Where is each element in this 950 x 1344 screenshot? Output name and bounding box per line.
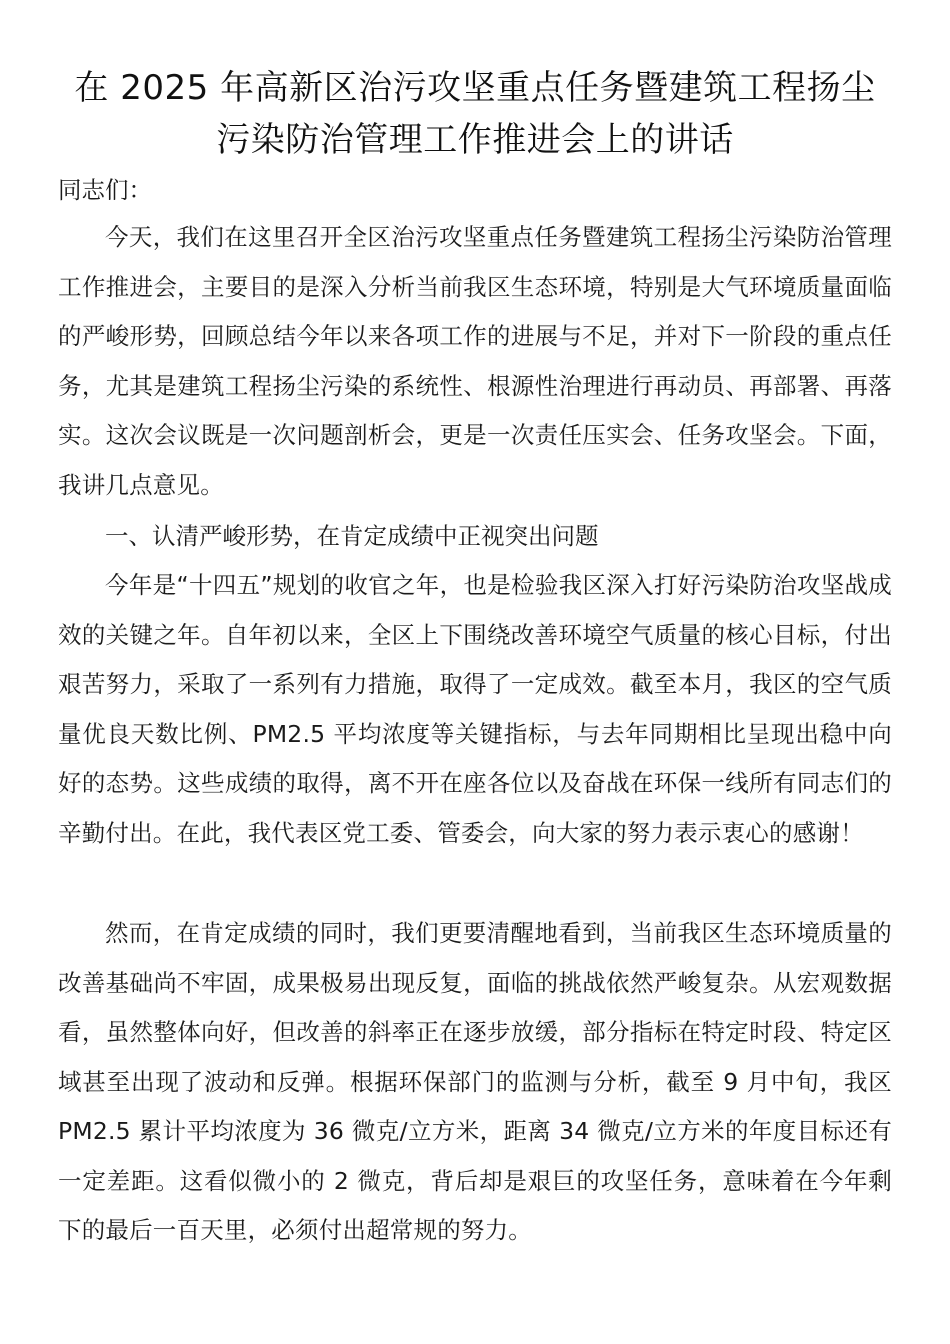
paragraph-opening: 今天，我们在这里召开全区治污攻坚重点任务暨建筑工程扬尘污染防治管理工作推进会，主要目的是深入分析当前我区生态环境，特别是大气环境质量面临的严峻形势，回顾总结今年以来各项工作的进展与不足，并对下一阶段的重点任务，尤其是建筑工程扬尘污染的系统性、根源性治理进行再动员、再部署、再落实。这次会议既是一次问题剖析会，更是一次责任压实会、任务攻坚会。下面，我讲几点意见。: [58, 223, 892, 499]
salutation: 同志们：: [58, 176, 152, 204]
paragraph-achievements: 今年是“十四五”规划的收官之年，也是检验我区深入打好污染防治攻坚战成效的关键之年。自年初以来，全区上下围绕改善环境空气质量的核心目标，付出艰苦努力，采取了一系列有力措施，取得了一定成效。截至本月，我区的空气质量优良天数比例、PM2.5 平均浓度等关键指标，与去年同期相比呈现出稳中向好的态势。这些成绩的取得，离不开在座各位以及奋战在环保一线所有同志们的辛勤付出。在此，我代表区党工委、管委会，向大家的努力表示衷心的感谢！: [58, 571, 892, 847]
section-heading-1: 一、认清严峻形势，在肯定成绩中正视突出问题: [105, 522, 599, 550]
paragraph-challenges: 然而，在肯定成绩的同时，我们更要清醒地看到，当前我区生态环境质量的改善基础尚不牢固，成果极易出现反复，面临的挑战依然严峻复杂。从宏观数据看，虽然整体向好，但改善的斜率正在逐步放缓，部分指标在特定时段、特定区域甚至出现了波动和反弹。根据环保部门的监测与分析，截至 9 月中旬，我区 PM2.5 累计平均浓度为 36 微克/立方米，距离 34 微克/立方米的年度目标还有一定差距。这看似微小的 2 微克，背后却是艰巨的攻坚任务，意味着在今年剩下的最后一百天里，必须付出超常规的努力。: [58, 919, 892, 1244]
document-title: 在 2025 年高新区治污攻坚重点任务暨建筑工程扬尘污染防治管理工作推进会上的讲话: [74, 68, 876, 160]
